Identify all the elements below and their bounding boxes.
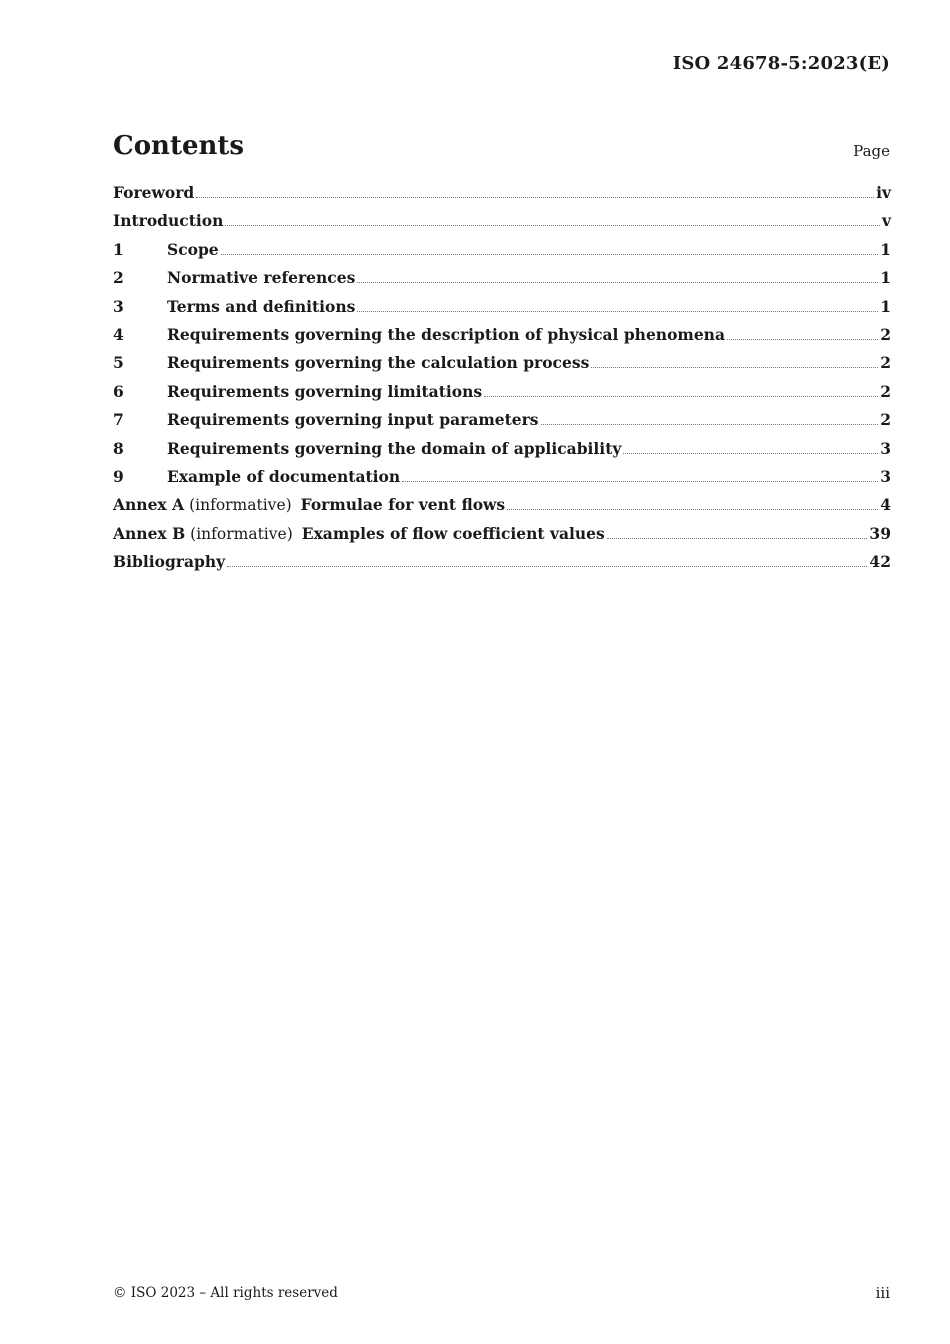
page-title: Contents bbox=[113, 131, 245, 161]
toc-entry-number: 5 bbox=[113, 353, 124, 373]
footer-copyright: © ISO 2023 – All rights reserved bbox=[113, 1285, 338, 1301]
toc-entry-title: Requirements governing limitations bbox=[167, 381, 483, 401]
toc-entry-title: Bibliography bbox=[113, 552, 226, 572]
toc-dot-leader bbox=[402, 481, 878, 482]
toc-entry-page: 2 bbox=[880, 410, 891, 430]
toc-entry-page: 1 bbox=[880, 296, 891, 316]
toc-entry[interactable] bbox=[113, 467, 891, 495]
document-id: ISO 24678-5:2023(E) bbox=[672, 53, 890, 74]
toc-dot-leader bbox=[727, 339, 878, 340]
toc-entry-title: Foreword bbox=[113, 183, 195, 202]
toc-entry-page: 4 bbox=[880, 495, 891, 515]
toc-entry[interactable] bbox=[113, 410, 891, 438]
toc-entry-title: Examples of flow coefficient values bbox=[301, 523, 605, 543]
toc-entry[interactable] bbox=[113, 325, 891, 353]
toc-dot-leader bbox=[591, 367, 878, 368]
toc-entry-title: Terms and definitions bbox=[167, 296, 356, 316]
toc-dot-leader bbox=[507, 509, 878, 510]
toc-entry[interactable] bbox=[113, 439, 891, 467]
toc-entry-annex: Annex B bbox=[113, 523, 186, 543]
toc-entry-qualifier: (informative) bbox=[190, 524, 293, 543]
toc-entry-page: 42 bbox=[869, 552, 891, 572]
toc-entry-page: 39 bbox=[869, 523, 891, 543]
toc-entry-page: 3 bbox=[880, 466, 891, 486]
toc-entry-number: 6 bbox=[113, 381, 124, 401]
toc-dot-leader bbox=[607, 538, 868, 539]
toc-entry-page: 1 bbox=[880, 268, 891, 288]
toc-entry-number: 8 bbox=[113, 438, 124, 458]
toc-entry-number: 2 bbox=[113, 268, 124, 288]
toc-entry-page: 1 bbox=[880, 239, 891, 259]
toc-entry[interactable] bbox=[113, 183, 891, 211]
toc-entry-number: 9 bbox=[113, 466, 124, 486]
toc-entry-number: 3 bbox=[113, 296, 124, 316]
toc-entry-number: 1 bbox=[113, 239, 124, 259]
page-column-label: Page bbox=[853, 142, 890, 160]
table-of-contents bbox=[113, 183, 891, 580]
toc-entry[interactable] bbox=[113, 353, 891, 381]
toc-entry[interactable] bbox=[113, 552, 891, 580]
toc-entry-title: Normative references bbox=[167, 268, 356, 288]
toc-entry[interactable] bbox=[113, 524, 891, 552]
toc-entry[interactable] bbox=[113, 268, 891, 296]
toc-entry-qualifier: (informative) bbox=[189, 496, 292, 515]
toc-entry[interactable] bbox=[113, 211, 891, 239]
toc-entry[interactable] bbox=[113, 297, 891, 325]
toc-dot-leader bbox=[623, 453, 878, 454]
toc-entry-page: iv bbox=[876, 183, 891, 202]
toc-entry-title: Requirements governing the calculation process bbox=[167, 353, 590, 373]
toc-entry-number: 4 bbox=[113, 324, 124, 344]
toc-entry-title: Scope bbox=[167, 239, 219, 259]
toc-entry-page: v bbox=[881, 211, 891, 231]
footer-page-number: iii bbox=[875, 1284, 890, 1302]
toc-dot-leader bbox=[357, 282, 878, 283]
toc-dot-leader bbox=[227, 566, 867, 567]
toc-dot-leader bbox=[357, 311, 878, 312]
toc-entry-page: 2 bbox=[880, 353, 891, 373]
toc-entry-annex: Annex A bbox=[113, 495, 185, 515]
toc-entry-number: 7 bbox=[113, 410, 124, 430]
toc-dot-leader bbox=[221, 254, 879, 255]
toc-entry-title: Introduction bbox=[113, 211, 224, 231]
toc-dot-leader bbox=[484, 396, 878, 397]
toc-entry-title: Requirements governing input parameters bbox=[167, 410, 539, 430]
toc-dot-leader bbox=[225, 225, 880, 226]
toc-entry-title: Formulae for vent flows bbox=[300, 495, 506, 515]
toc-entry-page: 3 bbox=[880, 438, 891, 458]
toc-entry[interactable] bbox=[113, 240, 891, 268]
toc-entry-page: 2 bbox=[880, 324, 891, 344]
toc-dot-leader bbox=[196, 197, 874, 198]
toc-dot-leader bbox=[541, 424, 879, 425]
toc-entry[interactable] bbox=[113, 495, 891, 523]
toc-entry[interactable] bbox=[113, 382, 891, 410]
toc-entry-page: 2 bbox=[880, 381, 891, 401]
toc-entry-title: Requirements governing the domain of applicability bbox=[167, 438, 622, 458]
toc-entry-title: Requirements governing the description of physical phenomena bbox=[167, 324, 725, 344]
toc-entry-title: Example of documentation bbox=[167, 466, 401, 486]
